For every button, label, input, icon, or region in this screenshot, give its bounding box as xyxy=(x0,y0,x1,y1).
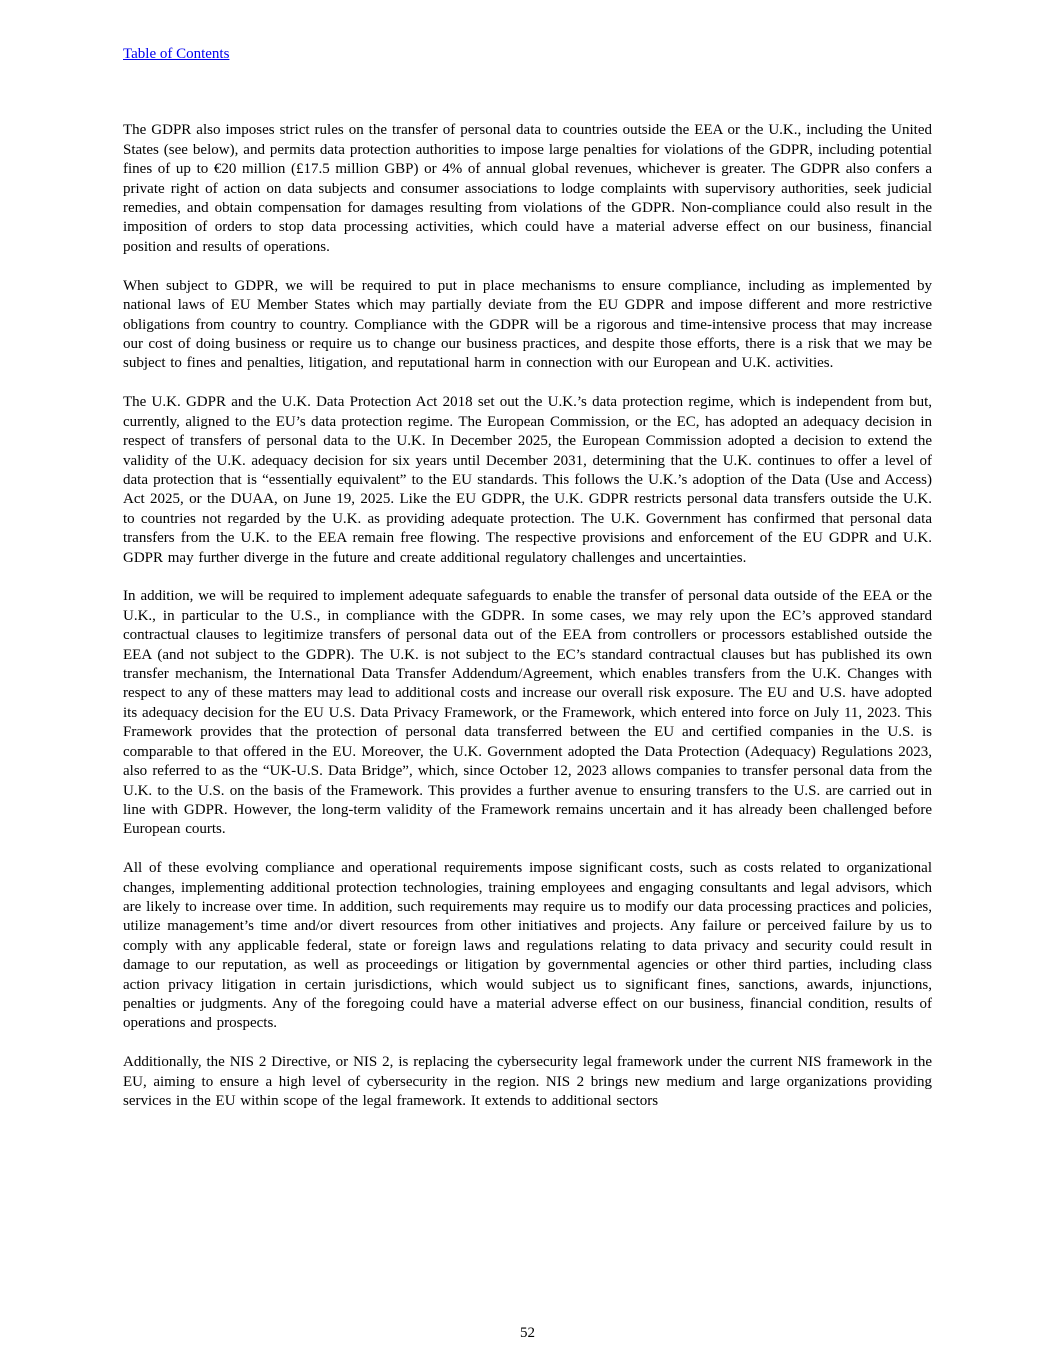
page-number: 52 xyxy=(520,1324,535,1341)
paragraph-gdpr-compliance-mechanisms: When subject to GDPR, we will be required to put in place mechanisms to ensure compliance, including as implemented by national laws of EU Member States which may partially deviate from the EU GDPR and impose different and more restrictive obligations from country to country. Compliance with the GDPR will be a rigorous and time-intensive process that may increase our cost of doing business or require us to change our business practices, and despite those efforts, there is a risk that we may be subject to fines and penalties, litigation, and reputational harm in connection with our European and U.K. activities. xyxy=(123,277,932,372)
paragraph-nis2-directive: Additionally, the NIS 2 Directive, or NIS 2, is replacing the cybersecurity legal framework under the current NIS framework in the EU, aiming to ensure a high level of cybersecurity in the region. NIS 2 brings new medium and large organizations providing services in the EU within scope of the legal framework. It extends to additional sectors xyxy=(123,1054,932,1110)
paragraph-compliance-costs: All of these evolving compliance and operational requirements impose significant costs, such as costs related to organizational changes, implementing additional protection technologies, training employees and engaging consultants and legal advisors, which are likely to increase over time. In addition, such requirements may require us to modify our data processing practices and policies, utilize management’s time and/or divert resources from other initiatives and projects. Any failure or perceived failure by us to comply with any applicable federal, state or foreign laws and regulations relating to data privacy and security could result in damage to our reputation, as well as proceedings or litigation by governmental agencies or other third parties, including class action privacy litigation in certain jurisdictions, which would subject us to significant fines, sanctions, awards, injunctions, penalties or judgments. Any of the foregoing could have a material adverse effect on our business, financial condition, results of operations and prospects. xyxy=(123,860,932,1032)
paragraph-gdpr-transfer-rules: The GDPR also imposes strict rules on the transfer of personal data to countries outside the EEA or the U.K., including the United States (see below), and permits data protection authorities to impose large penalties for violations of the GDPR, including potential fines of up to €20 million (£17.5 million GBP) or 4% of annual global revenues, whichever is greater. The GDPR also confers a private right of action on data subjects and consumer associations to lodge complaints with supervisory authorities, seek judicial remedies, and obtain compensation for damages resulting from violations of the GDPR. Non-compliance could also result in the imposition of orders to stop data processing activities, which could have a material adverse effect on our business, financial position and results of operations. xyxy=(123,122,932,255)
toc-row xyxy=(123,45,932,64)
paragraph-uk-gdpr-regime: The U.K. GDPR and the U.K. Data Protection Act 2018 set out the U.K.’s data protection regime, which is independent from but, currently, aligned to the EU’s data protection regime. The European Commission, or the EC, has adopted an adequacy decision in respect of transfers of personal data to the U.K. In December 2025, the European Commission adopted a decision to extend the validity of the U.K. adequacy decision for six years until December 2031, determining that the U.K. continues to offer a level of data protection that is “essentially equivalent” to the EU standards. This follows the U.K.’s adoption of the Data (Use and Access) Act 2025, or the DUAA, on June 19, 2025. Like the EU GDPR, the U.K. GDPR restricts personal data transfers outside the U.K. to countries not regarded by the U.K. as providing adequate protection. The U.K. Government has confirmed that personal data transfers from the U.K. to the EEA remain free flowing. The respective provisions and enforcement of the EU GDPR and U.K. GDPR may further diverge in the future and create additional regulatory challenges and uncertainties. xyxy=(123,394,932,566)
paragraph-transfer-safeguards: In addition, we will be required to implement adequate safeguards to enable the transfer of personal data outside of the EEA or the U.K., in particular to the U.S., in compliance with the GDPR. In some cases, we may rely upon the EC’s approved standard contractual clauses to legitimize transfers of personal data out of the EEA from controllers or processors established outside the EEA (and not subject to the GDPR). The U.K. is not subject to the EC’s standard contractual clauses but has published its own transfer mechanism, the International Data Transfer Addendum/Agreement, which enables transfers from the U.K. Changes with respect to any of these matters may lead to additional costs and increase our overall risk exposure. The EU and U.S. have adopted its adequacy decision for the EU U.S. Data Privacy Framework, or the Framework, which entered into force on July 11, 2023. This Framework provides that the protection of personal data transferred between the EU and certified companies in the U.S. is comparable to that offered in the EU. Moreover, the U.K. Government adopted the Data Protection (Adequacy) Regulations 2023, also referred to as the “UK-U.S. Data Bridge”, which, since October 12, 2023 allows companies to transfer personal data from the U.K. to the U.S. on the basis of the Framework. This provides a further avenue to ensuring transfers to the U.S. are carried out in line with GDPR. However, the long-term validity of the Framework remains uncertain and it has already been challenged before European courts. xyxy=(123,588,932,838)
table-of-contents-link[interactable]: Table of Contents xyxy=(123,46,230,62)
document-body xyxy=(123,121,932,1111)
